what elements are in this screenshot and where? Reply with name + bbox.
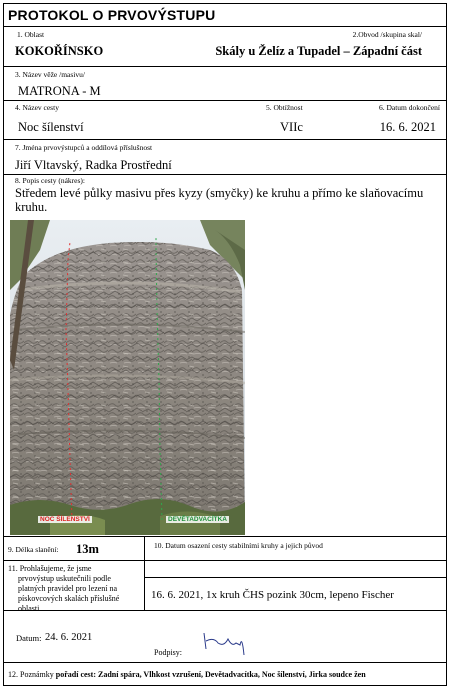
notes-value: Zadní spára, Vlhkost vzrušení, Devětadvacítka, Noc šílenství, Jirka soudce žen xyxy=(98,670,366,679)
climbers-row xyxy=(4,140,446,175)
declaration-line-5: oblasti xyxy=(18,604,40,613)
group-label: 2.Obvod /skupina skal/ xyxy=(352,30,422,39)
declaration-line-2: prvovýstup uskutečnili podle xyxy=(18,574,111,583)
signature-image xyxy=(196,625,256,655)
protocol-form xyxy=(3,3,447,686)
bolt-date-label: 10. Datum osazení cesty stabilními kruhy a jejich původ xyxy=(154,541,323,550)
bolt-date-value: 16. 6. 2021, 1x kruh ČHS pozink 30cm, lepeno Fischer xyxy=(151,589,394,601)
area-label: 1. Oblast xyxy=(17,30,45,39)
declaration-text xyxy=(8,564,143,614)
signature-label: Podpisy: xyxy=(154,648,183,657)
description-line-1: Středem levé půlky masivu přes kyzy (smyčky) ke kruhu a přímo ke slaňovacímu xyxy=(15,186,424,200)
route-name-value: Noc šílenství xyxy=(18,120,84,134)
climbers-label: 7. Jména prvovýstupců a oddílová příslušnost xyxy=(15,143,153,152)
tower-row xyxy=(4,67,446,101)
route-photo xyxy=(10,220,245,535)
form-title: PROTOKOL O PRVOVÝSTUPU xyxy=(8,7,216,23)
bolt-rule-top xyxy=(144,577,446,578)
notes-label-text: 12. Poznámky xyxy=(8,670,54,679)
notes-order-label: pořadí cest: xyxy=(55,670,96,679)
declaration-line-3: platných pravidel pro lezení na xyxy=(18,584,118,593)
description-label: 8. Popis cesty (nákres): xyxy=(15,176,85,185)
area-row xyxy=(4,27,446,67)
tower-value: MATRONA - M xyxy=(18,84,101,98)
group-value: Skály u Želíz a Tupadel – Západní část xyxy=(215,44,422,58)
rappel-length-value: 13m xyxy=(76,542,99,556)
grade-value: VIIc xyxy=(280,120,303,134)
declaration-line-4: pískovcových skalách příslušné xyxy=(18,594,120,603)
grade-label: 5. Obtížnost xyxy=(266,103,303,112)
description-row xyxy=(4,175,446,537)
declaration-line-1: 11. Prohlašujeme, že jsme xyxy=(8,564,92,573)
rappel-length-label: 9. Délka slanění: xyxy=(8,545,59,554)
rock-photo-image xyxy=(10,220,245,535)
rappel-divider xyxy=(144,537,145,561)
description-line-2: kruhu. xyxy=(15,200,48,214)
rappel-row xyxy=(4,537,446,561)
completion-date-value: 16. 6. 2021 xyxy=(379,120,436,134)
area-value: KOKOŘÍNSKO xyxy=(15,44,104,58)
route-row xyxy=(4,101,446,140)
notes-row xyxy=(4,663,446,687)
date-value: 24. 6. 2021 xyxy=(45,632,93,643)
completion-date-label: 6. Datum dokončení xyxy=(378,103,440,112)
declaration-divider xyxy=(144,561,145,610)
notes-label xyxy=(8,670,366,679)
tower-label: 3. Název věže /masivu/ xyxy=(15,70,85,79)
title-row xyxy=(4,4,446,27)
climbers-value: Jiří Vltavský, Radka Prostřední xyxy=(15,158,172,172)
route-name-label: 4. Název cesty xyxy=(15,103,59,112)
signature-rule xyxy=(4,610,446,611)
declaration-row xyxy=(4,561,446,663)
date-label: Datum: xyxy=(16,633,42,643)
route-tag-right: DEVĚTADVACÍTKA xyxy=(168,516,227,523)
route-tag-left: NOC ŠÍLENSTVÍ xyxy=(40,516,90,523)
